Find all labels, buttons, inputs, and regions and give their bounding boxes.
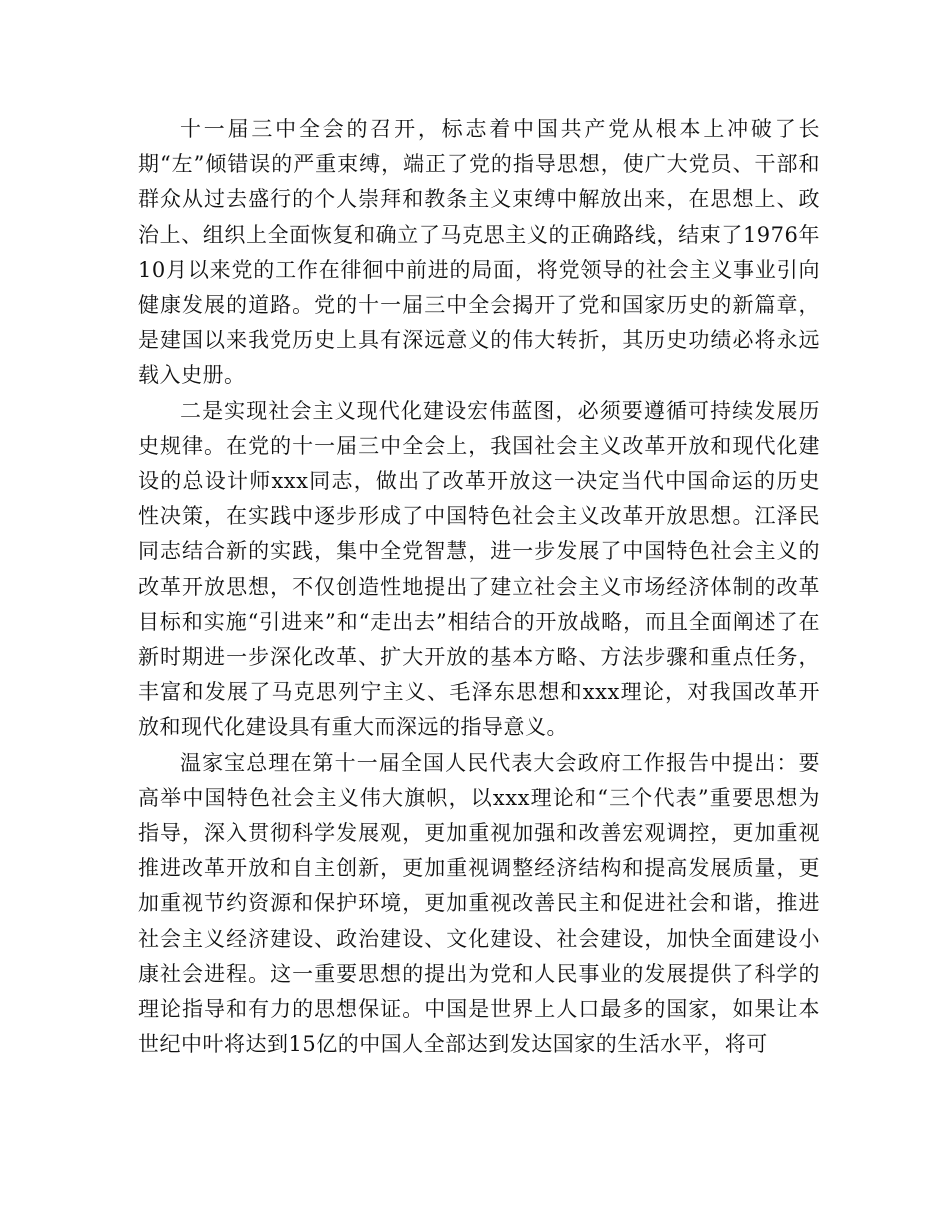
paragraph-government-report: 温家宝总理在第十一届全国人民代表大会政府工作报告中提出：要高举中国特色社会主义伟大旗帜，以xxx理论和“三个代表”重要思想为指导，深入贯彻科学发展观，更加重视加强和改善宏观调控，更加重视推进改革开放和自主创新，更加重视调整经济结构和提高发展质量，更加重视节约资源和保护环境，更加重视改善民主和促进社会和谐，推进社会主义经济建设、政治建设、文化建设、社会建设，加快全面建设小康社会进程。这一重要思想的提出为党和人民事业的发展提供了科学的理论指导和有力的思想保证。中国是世界上人口最多的国家，如果让本世纪中叶将达到15亿的中国人全部达到发达国家的生活水平，将可 [138, 750, 820, 1057]
document-page [138, 112, 820, 1062]
paragraph-third-plenum: 十一届三中全会的召开，标志着中国共产党从根本上冲破了长期“左”倾错误的严重束缚，端正了党的指导思想，使广大党员、干部和群众从过去盛行的个人崇拜和教条主义束缚中解放出来，在思想上、政治上、组织上全面恢复和确立了马克思主义的正确路线，结束了1976年10月以来党的工作在徘徊中前进的局面，将党领导的社会主义事业引向健康发展的道路。党的十一届三中全会揭开了党和国家历史的新篇章，是建国以来我党历史上具有深远意义的伟大转折，其历史功绩必将永远载入史册。 [138, 117, 820, 388]
paragraph-reform-opening: 二是实现社会主义现代化建设宏伟蓝图，必须要遵循可持续发展历史规律。在党的十一届三中全会上，我国社会主义改革开放和现代化建设的总设计师xxx同志，做出了改革开放这一决定当代中国命运的历史性决策，在实践中逐步形成了中国特色社会主义改革开放思想。江泽民同志结合新的实践，集中全党智慧，进一步发展了中国特色社会主义的改革开放思想，不仅创造性地提出了建立社会主义市场经济体制的改革目标和实施“引进来”和“走出去”相结合的开放战略，而且全面阐述了在新时期进一步深化改革、扩大开放的基本方略、方法步骤和重点任务，丰富和发展了马克思列宁主义、毛泽东思想和xxx理论，对我国改革开放和现代化建设具有重大而深远的指导意义。 [138, 398, 820, 740]
